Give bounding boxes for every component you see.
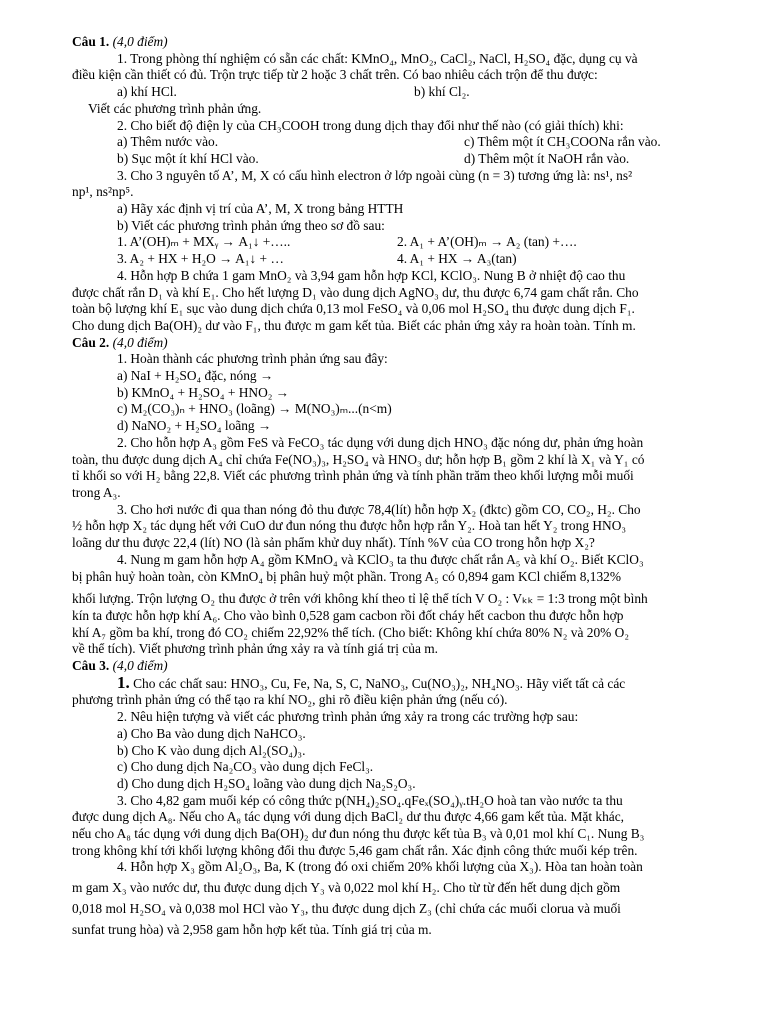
q2-reaction-a: a) NaI + H₂SO₄ đặc, nóng →	[117, 368, 274, 384]
q2-part4-line6: về thể tích). Viết phương trình phản ứng xảy ra và tính giá trị của m.	[72, 641, 439, 657]
q2-part4-line2: bị phân huỷ hoàn toàn, còn KMnO₄ bị phân huỷ một phần. Trong A₅ có 0,894 gam KCl chiếm 8,132%	[72, 568, 622, 584]
q3-part4-line1: 4. Hỗn hợp X₃ gồm Al₂O₃, Ba, K (trong đó oxi chiếm 20% khối lượng của X₃). Hòa tan hoàn toàn	[117, 859, 643, 875]
q3-part4-line2: m gam X₃ vào nước dư, thu được dung dịch Y₃ và 0,022 mol khí H₂. Cho từ từ đến hết dung dịch gồm	[72, 880, 621, 896]
q3-case-d: d) Cho dung dịch H₂SO₄ loãng vào dung dịch Na₂S₂O₃.	[117, 775, 416, 791]
q3-part1-line1	[72, 672, 708, 693]
q2-part4-line1: 4. Nung m gam hỗn hợp A₄ gồm KMnO₄ và KClO₃ ta thu được chất rắn A₅ và khí O₂. Biết KClO₃	[117, 551, 644, 567]
q1-equation-1: 1. A’(OH)ₘ + MXᵧ → A₁↓ +…..	[117, 234, 291, 250]
q1-part2-c: c) Thêm một ít CH₃COONa rắn vào.	[464, 134, 661, 150]
q2-part4-line4: kín ta được hỗn hợp khí A₆. Cho vào bình 0,528 gam cacbon rồi đốt cháy hết cacbon thu được hỗn hợp	[72, 607, 624, 623]
q3-part3-line4: trong không khí tới khối lượng không đổi thu được 5,46 gam chất rắn. Xác định công thức muối kép trên.	[72, 842, 638, 858]
q2-part3-line2: ½ hỗn hợp X₂ tác dụng hết với CuO dư đun nóng thu được hỗn hợp rắn Y₂. Hoà tan hết Y₂ trong HNO₃	[72, 518, 627, 534]
q3-case-a: a) Cho Ba vào dung dịch NaHCO₃.	[117, 725, 306, 741]
q3-case-c: c) Cho dung dịch Na₂CO₃ vào dung dịch FeCl₃.	[117, 759, 374, 775]
q2-part1-line: 1. Hoàn thành các phương trình phản ứng sau đây:	[117, 351, 388, 367]
q1-part2-a: a) Thêm nước vào.	[117, 134, 219, 150]
q2-reaction-c: c) M₂(CO₃)ₙ + HNO₃ (loãng) → M(NO₃)ₘ...(n<m)	[117, 401, 392, 417]
q1-part1-line1: 1. Trong phòng thí nghiệm có sẵn các chất: KMnO₄, MnO₂, CaCl₂, NaCl, H₂SO₄ đặc, dụng cụ và	[117, 50, 638, 66]
q2-part2-line2: toàn, thu được dung dịch A₄ chỉ chứa Fe(NO₃)₃, H₂SO₄ và HNO₃ dư; hỗn hợp B₁ gồm 2 khí là X₁ và Y₁ có	[72, 451, 645, 467]
q2-part3-line3: loãng dư thu được 22,4 (lít) NO (là sản phẩm khử duy nhất). Tính %V của CO trong hỗn hợp X₂?	[72, 535, 595, 551]
q3-part1-number: 1.	[117, 672, 130, 692]
q2-part2-line4: trong A₃.	[72, 484, 121, 500]
q1-equation-2: 2. A₁ + A’(OH)ₘ → A₂ (tan) +….	[397, 234, 577, 250]
q2-reaction-b: b) KMnO₄ + H₂SO₄ + HNO₂ →	[117, 384, 290, 400]
question-3-heading	[72, 658, 708, 675]
q1-equation-4: 4. A₁ + HX → A₃(tan)	[397, 251, 517, 267]
q1-part2-b: b) Sục một ít khí HCl vào.	[117, 150, 259, 166]
q1-part4-line2: được chất rắn D₁ và khí E₁. Cho hết lượng D₁ vào dung dịch AgNO₃ dư, thu được 6,74 gam chất rắn. Cho	[72, 284, 639, 300]
q1-option-b: b) khí Cl₂.	[414, 84, 470, 100]
q1-equations-row1	[72, 234, 708, 251]
question-2-heading	[72, 335, 708, 352]
q1-part1-options	[72, 84, 708, 101]
q2-part4-line5: khí A₇ gồm ba khí, trong đó CO₂ chiếm 22,92% thể tích. (Cho biết: Không khí chứa 80% N₂ và 20% O₂	[72, 624, 630, 640]
question-2-score: (4,0 điểm)	[112, 334, 168, 350]
q3-case-b: b) Cho K vào dung dịch Al₂(SO₄)₃.	[117, 742, 306, 758]
q1-part3-line1: 3. Cho 3 nguyên tố A’, M, X có cấu hình electron ở lớp ngoài cùng (n = 3) tương ứng là: ns¹, ns²	[117, 167, 633, 183]
q2-part3-line1: 3. Cho hơi nước đi qua than nóng đỏ thu được 78,4(lít) hỗn hợp X₂ (đktc) gồm CO, CO₂, H₂. Cho	[117, 501, 641, 517]
q1-part4-line3: toàn bộ lượng khí E₁ sục vào dung dịch chứa 0,13 mol FeSO₄ và 0,06 mol H₂SO₄ thu được dung dịch F₁.	[72, 301, 635, 317]
question-2-title: Câu 2.	[72, 334, 110, 350]
q3-part2-line: 2. Nêu hiện tượng và viết các phương trình phản ứng xảy ra trong các trường hợp sau:	[117, 709, 579, 725]
q3-part3-line3: nếu cho A₈ tác dụng với dung dịch Ba(OH)₂ dư đun nóng thu được kết tủa B₃ và 0,01 mol khí C₁. Nung B₃	[72, 826, 645, 842]
q2-part2-line3: tỉ khối so với H₂ bằng 22,8. Viết các phương trình phản ứng và tính phần trăm theo khối lượng mỗi muối	[72, 468, 634, 484]
q1-part2-d: d) Thêm một ít NaOH rắn vào.	[464, 150, 630, 166]
q2-part2-line1: 2. Cho hỗn hợp A₃ gồm FeS và FeCO₃ tác dụng với dung dịch HNO₃ đặc nóng dư, phản ứng hoàn	[117, 434, 644, 450]
q3-part3-line1: 3. Cho 4,82 gam muối kép có công thức p(NH₄)₂SO₄.qFeₓ(SO₄)ᵧ.tH₂O hoà tan vào nước ta thu	[117, 792, 623, 808]
q3-part1-line2: phương trình phản ứng có thể tạo ra khí NO₂, ghi rõ điều kiện phản ứng (nếu có).	[72, 692, 508, 708]
q1-part2-row2	[72, 151, 708, 168]
q3-part1-text: Cho các chất sau: HNO₃, Cu, Fe, Na, S, C, NaNO₃, Cu(NO₃)₂, NH₄NO₃. Hãy viết tất cả các	[133, 675, 626, 691]
q2-reaction-d: d) NaNO₂ + H₂SO₄ loãng →	[117, 418, 272, 434]
q1-equations-row2	[72, 251, 708, 268]
q1-part1-line2: điều kiện cần thiết có đủ. Trộn trực tiếp từ 2 hoặc 3 chất trên. Có bao nhiêu cách trộn để thu được:	[72, 67, 598, 83]
question-1-title: Câu 1.	[72, 34, 110, 49]
q3-part4-line3: 0,018 mol H₂SO₄ và 0,038 mol HCl vào Y₃, thu được dung dịch Z₃ (chỉ chứa các muối clorua và muối	[72, 900, 621, 916]
question-3-title: Câu 3.	[72, 658, 110, 674]
q1-part2-line: 2. Cho biết độ điện ly của CH₃COOH trong dung dịch thay đổi như thế nào (có giải thích) khi:	[117, 117, 624, 133]
q1-part3-a: a) Hãy xác định vị trí của A’, M, X trong bảng HTTH	[117, 201, 404, 217]
question-1-score: (4,0 điểm)	[112, 34, 168, 49]
q3-part3-line2: được dung dịch A₈. Nếu cho A₈ tác dụng với dung dịch BaCl₂ dư thu được 4,66 gam kết tủa. Mặt khác,	[72, 809, 625, 825]
q1-part1-instruction: Viết các phương trình phản ứng.	[88, 100, 262, 116]
question-1-heading	[72, 34, 708, 51]
q1-equation-3: 3. A₂ + HX + H₂O → A₁↓ + …	[117, 251, 284, 267]
q3-part4-line4: sunfat trung hòa) và 2,958 gam hỗn hợp kết tủa. Tính giá trị của m.	[72, 921, 432, 937]
q1-part4-line4: Cho dung dịch Ba(OH)₂ dư vào F₁, thu được m gam kết tủa. Biết các phản ứng xảy ra hoàn toàn. Tính m.	[72, 317, 636, 333]
q1-part3-line2: np¹, ns²np⁵.	[72, 184, 134, 200]
question-3-score: (4,0 điểm)	[112, 658, 168, 674]
q1-part2-row1	[72, 134, 708, 151]
q1-part3-b: b) Viết các phương trình phản ứng theo sơ đồ sau:	[117, 217, 385, 233]
q2-part4-line3: khối lượng. Trộn lượng O₂ thu được ở trên với không khí theo tỉ lệ thể tích V O₂ : Vₖₖ = 1:3 trong một bình	[72, 591, 648, 607]
q1-option-a: a) khí HCl.	[117, 84, 177, 100]
q1-part4-line1: 4. Hỗn hợp B chứa 1 gam MnO₂ và 3,94 gam hỗn hợp KCl, KClO₃. Nung B ở nhiệt độ cao thu	[117, 267, 626, 283]
